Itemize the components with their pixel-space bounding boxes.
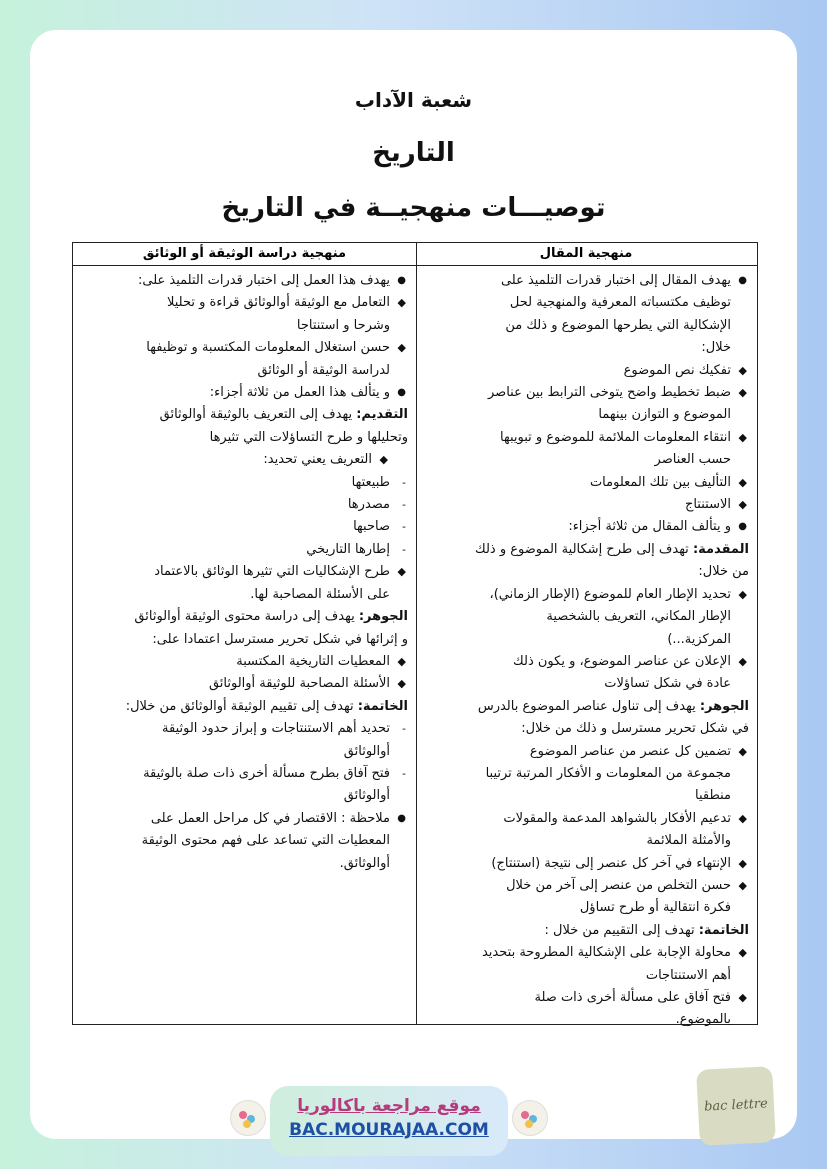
bullet-icon: ◆ [379,453,388,467]
text-line [423,808,749,830]
dash-marker: - [402,542,406,556]
text-line [81,360,408,382]
text-line [423,629,749,651]
text-line [423,427,749,449]
bullet-icon: ◆ [738,587,747,601]
line-text: طرح الإشكاليات التي تثيرها الوثائق بالاعتماد [154,564,390,580]
text-line [423,965,749,987]
site-footer [270,1086,508,1156]
section-lead: الخاتمة: [698,922,749,938]
text-line [81,404,408,426]
dash-marker: - [402,475,406,489]
bullet-icon: ◆ [738,475,747,489]
bullet-icon: ◆ [738,856,747,870]
text-line [81,584,408,606]
line-text: التعريف يعني تحديد: [263,452,372,468]
bullet-icon: ◆ [738,654,747,668]
line-text: و يتألف هذا العمل من ثلاثة أجزاء: [209,385,390,401]
line-text: حسن التخلص من عنصر إلى آخر من خلال [506,877,731,893]
text-line [423,404,749,426]
section-lead: المقدمة: [692,541,749,557]
text-line [81,315,408,337]
line-text: فكرة انتقالية أو طرح تساؤل [579,900,731,916]
text-line [81,853,408,875]
essay-column-heading: منهجية المقال [415,243,757,266]
bullet-icon: ◆ [738,498,747,512]
line-text: وتحليلها و طرح التساؤلات التي تثيرها [209,429,408,445]
text-line [81,696,408,718]
text-line [423,270,749,292]
line-text: مجموعة من المعلومات و الأفكار المرتبة ترتيبا [485,765,731,781]
text-line [423,830,749,852]
text-line [81,449,408,471]
text-line [81,494,408,516]
line-text: إطارها التاريخي [306,541,390,557]
text-line [423,337,749,359]
bullet-icon: ◆ [738,811,747,825]
line-text: المعطيات التاريخية المكتسبة [236,653,390,669]
line-text: صاحبها [353,519,390,535]
line-text: خلال: [701,340,731,356]
line-text: التأليف بين تلك المعلومات [589,474,731,490]
dash-marker: - [402,722,406,736]
line-text: تهدف إلى تقييم الوثيقة أوالوثائق من خلال: [125,698,358,714]
text-line [81,270,408,292]
text-line [81,785,408,807]
text-line [423,584,749,606]
line-text: يهدف المقال إلى اختبار قدرات التلميذ على [500,273,731,288]
line-text: مصدرها [347,497,390,513]
bullet-icon: ◆ [397,654,406,668]
bullet-icon: ◆ [738,878,747,892]
text-line [81,427,408,449]
line-text: الاستنتاج [684,497,731,513]
line-text: الإنتهاء في آخر كل عنصر إلى نتيجة (استنتاج) [491,855,731,871]
text-line [81,539,408,561]
line-text: طبيعتها [351,474,390,490]
line-text: من خلال: [698,564,749,580]
line-text: ملاحظة : الاقتصار في كل مراحل العمل على [150,810,390,826]
bullet-icon: ◆ [397,296,406,310]
line-text: يهدف إلى دراسة محتوى الوثيقة أوالوثائق [134,609,359,625]
text-line [81,606,408,628]
line-text: فتح آفاق على مسألة أخرى ذات صلة [534,990,731,1005]
line-text: يهدف هذا العمل إلى اختبار قدرات التلميذ على: [138,273,390,288]
bullet-icon: ◆ [738,946,747,960]
line-text: الأسئلة المصاحبة للوثيقة أوالوثائق [208,676,390,692]
line-text: حسن استغلال المعلومات المكتسبة و توظيفها [146,340,390,356]
text-line [423,292,749,314]
line-text: والأمثلة الملائمة [646,833,731,849]
text-line [81,673,408,695]
line-text: ضبط تخطيط واضح يتوخى الترابط بين عناصر [487,385,731,401]
line-text: محاولة الإجابة على الإشكالية المطروحة بتحديد [481,945,731,961]
text-line [423,382,749,404]
text-line [423,606,749,628]
line-text: الإشكالية التي يطرحها الموضوع و ذلك من [505,317,731,333]
line-text: تضمين كل عنصر من عناصر الموضوع [529,743,731,759]
line-text: بالموضوع. [675,1012,731,1028]
line-text: التعامل مع الوثيقة أوالوثائق قراءة و تحليلا [167,295,390,311]
line-text: أوالوثائق [343,743,390,759]
line-text: المعطيات التي تساعد على فهم محتوى الوثيقة [141,833,390,849]
text-line [81,763,408,785]
line-text: أوالوثائق [343,788,390,804]
line-text: حسب العناصر [654,452,731,468]
line-text: أوالوثائق. [339,855,390,871]
bullet-icon: ● [738,521,747,533]
text-line [423,785,749,807]
text-line [81,741,408,763]
text-line [81,629,408,651]
bullet-icon: ◆ [738,363,747,377]
line-text: أهم الاستنتاجات [645,967,731,983]
text-line [423,853,749,875]
line-text: عادة في شكل تساؤلات [604,676,731,692]
text-line [423,315,749,337]
line-text: وشرحا و استنتاجا [296,317,390,333]
line-text: لدراسة الوثيقة أو الوثائق [257,362,390,378]
document-column-body [73,266,416,875]
document-column-heading: منهجية دراسة الوثيقة أو الوثائق [73,243,416,266]
line-text: تفكيك نص الموضوع [623,362,731,378]
section-lead: الخاتمة: [357,698,408,714]
text-line [81,337,408,359]
text-line [81,718,408,740]
text-line [81,651,408,673]
text-line [423,494,749,516]
bullet-icon: ◆ [397,565,406,579]
line-text: تحديد أهم الاستنتاجات و إبراز حدود الوثيقة [162,721,390,737]
text-line [423,516,749,538]
text-line [423,696,749,718]
text-line [81,382,408,404]
essay-column-body [415,266,757,1032]
line-text: يهدف إلى التعريف بالوثيقة أوالوثائق [159,407,357,423]
text-line [423,539,749,561]
bullet-icon: ● [397,812,406,824]
section-lead: الجوهر: [358,609,408,625]
text-line [423,651,749,673]
text-line [81,516,408,538]
text-line [423,1009,749,1031]
bullet-icon: ◆ [738,991,747,1004]
dash-marker: - [402,766,406,780]
text-line [423,942,749,964]
line-text: تهدف إلى طرح إشكالية الموضوع و ذلك [474,541,693,557]
dash-marker: - [402,520,406,534]
line-text: الإطار المكاني، التعريف بالشخصية [546,609,731,625]
line-text: و إثرائها في شكل تحرير مسترسل اعتمادا على: [152,631,408,647]
line-text: انتقاء المعلومات الملائمة للموضوع و تبويبها [500,429,731,445]
page-title: توصيـــات منهجيــة في التاريخ [221,193,606,223]
bullet-icon: ◆ [397,677,406,691]
site-url-link[interactable]: BAC.MOURAJAA.COM [289,1120,489,1140]
line-text: تدعيم الأفكار بالشواهد المدعمة والمقولات [503,810,731,826]
text-line [81,561,408,583]
text-line [423,920,749,942]
essay-column [415,243,757,1028]
line-text: فتح آفاق بطرح مسألة أخرى ذات صلة بالوثيقة [143,765,390,781]
line-text: و يتألف المقال من ثلاثة أجزاء: [568,519,731,535]
dash-marker: - [402,498,406,512]
text-line [81,808,408,830]
text-line [81,472,408,494]
subject-heading: التاريخ [372,138,455,168]
line-text: المركزية...) [667,631,731,647]
line-text: تهدف إلى التقييم من خلال : [544,922,699,938]
text-line [423,561,749,583]
line-text: الموضوع و التوازن بينهما [598,407,731,423]
site-logo-left [230,1100,266,1136]
text-line [423,987,749,1009]
text-line [423,718,749,740]
text-line [81,292,408,314]
bac-lettre-badge: bac lettre [696,1066,776,1146]
text-line [423,875,749,897]
methodology-table [72,242,758,1028]
bullet-icon: ◆ [397,341,406,355]
bullet-icon: ◆ [738,386,747,400]
line-text: على الأسئلة المصاحبة لها. [250,586,390,602]
line-text: تحديد الإطار العام للموضوع (الإطار الزماني)، [489,586,731,602]
bullet-icon: ● [397,387,406,399]
bullet-icon: ◆ [738,430,747,444]
bullet-icon: ◆ [738,744,747,758]
line-text: توظيف مكتسباته المعرفية والمنهجية لحل [509,295,731,311]
document-column [73,243,417,1024]
text-line [423,741,749,763]
site-logo-right [512,1100,548,1136]
line-text: يهدف إلى تناول عناصر الموضوع بالدرس [477,698,700,714]
section-lead: التقديم: [356,407,408,423]
text-line [423,472,749,494]
text-line [423,673,749,695]
text-line [423,897,749,919]
stream-heading: شعبة الآداب [354,88,473,112]
section-lead: الجوهر: [699,698,749,714]
text-line [423,449,749,471]
text-line [423,360,749,382]
bullet-icon: ● [397,275,406,286]
line-text: منطقيا [694,788,731,804]
bullet-icon: ● [738,275,747,286]
text-line [81,830,408,852]
text-line [423,763,749,785]
site-name-link[interactable]: موقع مراجعة باكالوريا [297,1096,481,1116]
line-text: الإعلان عن عناصر الموضوع، و يكون ذلك [513,653,731,669]
line-text: في شكل تحرير مسترسل و ذلك من خلال: [521,721,749,737]
